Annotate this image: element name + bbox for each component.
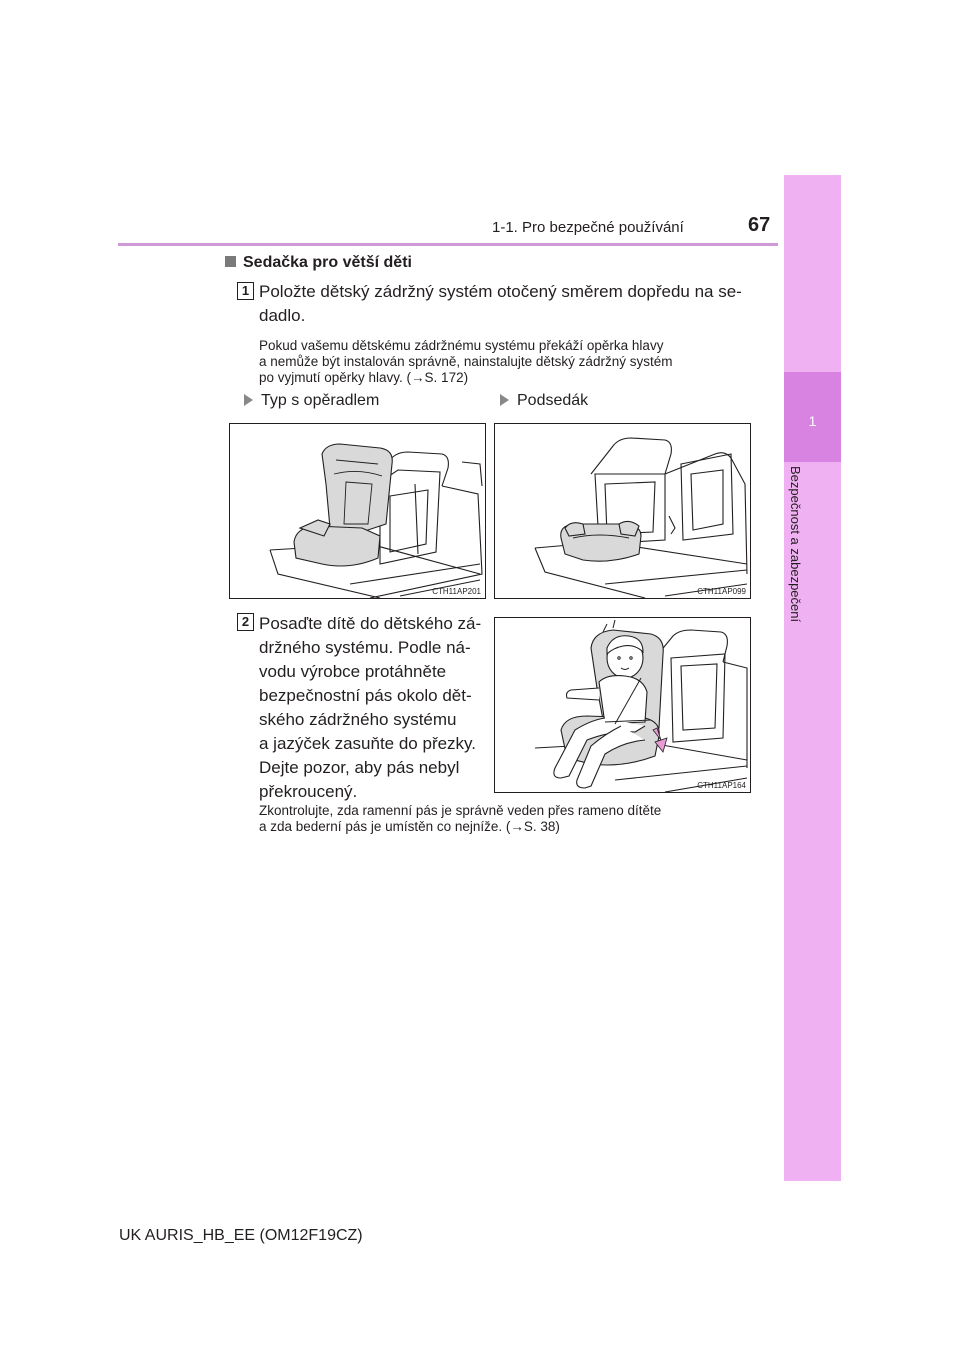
step-2-line-6: a jazýček zasuňte do přezky.: [259, 734, 477, 753]
figure-high-back-booster: [229, 423, 486, 599]
section-heading-text: Sedačka pro větší děti: [243, 254, 412, 271]
step-2-line-5: ského zádržného systému: [259, 710, 457, 729]
chapter-title: Bezpečnost a zabezpečení: [788, 466, 803, 623]
figure-child-seated: [494, 617, 751, 793]
figure-code: CTH11AP164: [697, 781, 746, 790]
step-2-note: [259, 803, 744, 835]
page-number: 67: [748, 214, 771, 236]
step-1-note: [259, 338, 744, 386]
step-2-note-line-1: Zkontrolujte, zda ramenní pás je správně veden přes rameno dítěte: [259, 803, 662, 818]
step-2-number: 2: [237, 613, 254, 631]
figure-label-high-back: [244, 392, 379, 410]
step-1-note-line-2: a nemůže být instalován správně, nainstalujte dětský zádržný systém: [259, 354, 673, 369]
chapter-side-tab: [784, 175, 841, 1181]
figure-booster-cushion: [494, 423, 751, 599]
child-seat-illustration: [495, 618, 750, 792]
chapter-number: 1: [808, 413, 817, 429]
triangle-bullet-icon: [500, 394, 509, 406]
seat-illustration: [495, 424, 750, 598]
step-2-text: [259, 612, 482, 804]
figure-label-text: Podsedák: [517, 392, 589, 409]
step-2-line-2: držného systému. Podle ná-: [259, 638, 471, 657]
section-heading: [225, 254, 412, 272]
square-bullet-icon: [225, 256, 236, 267]
figure-code: CTH11AP099: [697, 587, 746, 596]
seat-illustration: [230, 424, 485, 598]
step-2-line-4: bezpečnostní pás okolo dět-: [259, 686, 472, 705]
step-1-note-line-3: po vyjmutí opěrky hlavy. (→S. 172): [259, 370, 469, 385]
step-1-line-1: Položte dětský zádržný systém otočený směrem dopředu na se-: [259, 282, 742, 301]
figure-label-booster: [500, 392, 588, 410]
running-header: 1-1. Pro bezpečné používání: [492, 219, 684, 236]
step-2-line-7: Dejte pozor, aby pás nebyl: [259, 758, 460, 777]
step-1-number: 1: [237, 282, 254, 300]
triangle-bullet-icon: [244, 394, 253, 406]
step-1-note-line-1: Pokud vašemu dětskému zádržnému systému překáží opěrka hlavy: [259, 338, 664, 353]
step-1-line-2: dadlo.: [259, 306, 306, 325]
header-rule: [118, 243, 778, 246]
step-2-line-1: Posaďte dítě do dětského zá-: [259, 614, 482, 633]
step-2-line-3: vodu výrobce protáhněte: [259, 662, 447, 681]
figure-label-text: Typ s opěradlem: [261, 392, 380, 409]
figure-code: CTH11AP201: [432, 587, 481, 596]
step-2-note-line-2: a zda bederní pás je umístěn co nejníže. (→S. 38): [259, 819, 560, 834]
step-2-line-8: překroucený.: [259, 782, 358, 801]
step-1-text: [259, 280, 744, 328]
document-footer: UK AURIS_HB_EE (OM12F19CZ): [119, 1227, 363, 1244]
